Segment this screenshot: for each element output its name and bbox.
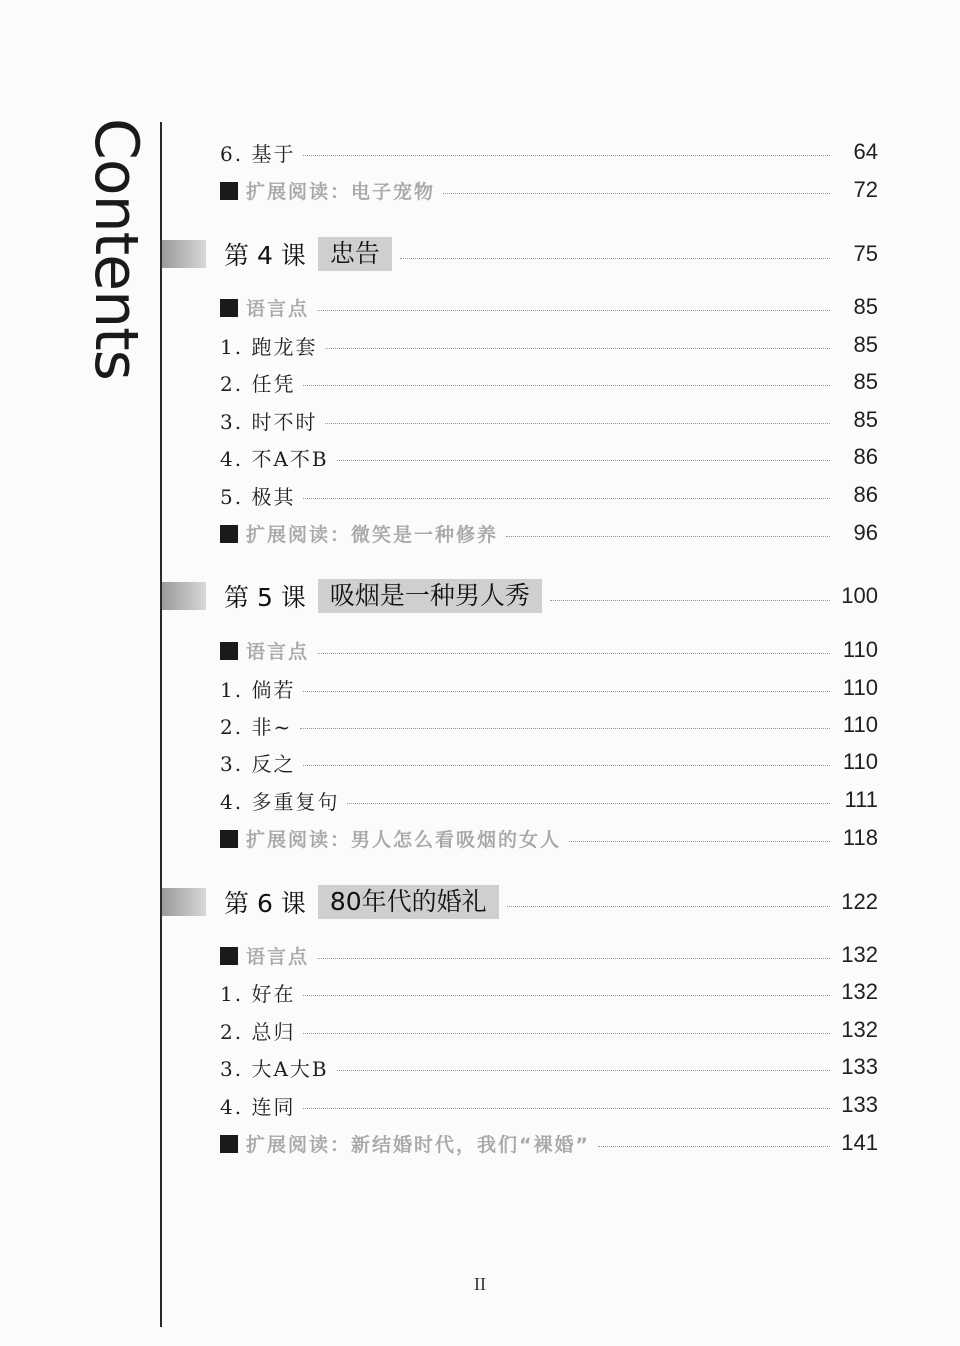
- toc-item: [220, 784, 878, 816]
- dot-leader: [303, 498, 830, 499]
- page-ref: 122: [841, 889, 878, 914]
- extended-reading-entry: [220, 174, 878, 206]
- square-bullet-icon: [220, 525, 238, 543]
- toc-item: [220, 746, 878, 778]
- entry-label: 2. 任凭: [220, 371, 296, 396]
- dot-leader: [598, 1146, 830, 1147]
- dot-leader: [303, 385, 830, 386]
- lesson-title: 忠告: [318, 237, 392, 271]
- vertical-divider: [160, 122, 162, 1327]
- entry-text: [220, 368, 295, 397]
- page-ref: 110: [842, 675, 878, 700]
- entry-label: 4. 多重复句: [220, 789, 340, 814]
- page-ref: 110: [842, 749, 878, 774]
- language-points-entry: [220, 939, 878, 971]
- entry-label: 1. 跑龙套: [220, 334, 318, 359]
- dot-leader: [317, 653, 830, 654]
- page-ref: 110: [842, 637, 878, 662]
- entry-label: 1. 好在: [220, 981, 296, 1006]
- lesson-number: 第 4 课: [224, 241, 306, 270]
- dot-leader: [303, 1033, 830, 1034]
- dot-leader: [303, 691, 830, 692]
- language-points-entry: [220, 291, 878, 323]
- entry-label: 扩展阅读：新结婚时代，我们“裸婚”: [246, 1133, 590, 1156]
- page-ref: 141: [841, 1130, 878, 1155]
- square-bullet-icon: [220, 182, 238, 200]
- extended-reading-entry: [220, 517, 878, 549]
- dot-leader: [303, 765, 830, 766]
- entry-label: 扩展阅读：微笑是一种修养: [246, 523, 499, 546]
- entry-label: 扩展阅读：男人怎么看吸烟的女人: [246, 828, 562, 851]
- entry-text: [220, 443, 329, 472]
- page-ref: 132: [841, 979, 878, 1004]
- dot-leader: [337, 460, 830, 461]
- lesson-heading: [162, 884, 878, 920]
- page-ref: 100: [841, 583, 878, 608]
- lesson-number: 第 6 课: [224, 889, 306, 918]
- entry-text: [220, 748, 295, 777]
- entry-label: 2. 非~: [220, 714, 293, 739]
- entry-label: 4. 连同: [220, 1094, 296, 1119]
- square-bullet-icon: [220, 299, 238, 317]
- page-ref: 86: [853, 444, 878, 469]
- entry-text: [220, 331, 317, 360]
- entry-label: 语言点: [246, 297, 310, 320]
- entry-label: 4. 不A不B: [220, 446, 329, 471]
- lesson-marker-bar: [162, 582, 206, 610]
- page-ref: 85: [853, 332, 878, 357]
- dot-leader: [400, 258, 830, 259]
- page-ref: 85: [853, 407, 878, 432]
- dot-leader: [443, 193, 830, 194]
- entry-text: [220, 520, 498, 547]
- dot-leader: [317, 310, 830, 311]
- dot-leader: [347, 803, 830, 804]
- entry-text: [220, 786, 339, 815]
- toc-item: [220, 441, 878, 473]
- entry-text: [220, 825, 561, 852]
- square-bullet-icon: [220, 830, 238, 848]
- entry-text: [220, 942, 309, 969]
- entry-text: [220, 1130, 590, 1157]
- page-ref: 132: [841, 1017, 878, 1042]
- page-ref: 85: [853, 369, 878, 394]
- lesson-marker-bar: [162, 240, 206, 268]
- page-ref: 86: [853, 482, 878, 507]
- page-ref: 118: [842, 825, 878, 850]
- entry-text: [220, 637, 309, 664]
- toc-item: [220, 1014, 878, 1046]
- entry-text: [220, 177, 435, 204]
- entry-text: [220, 1053, 329, 1082]
- language-points-entry: [220, 634, 878, 666]
- lesson-heading: [162, 578, 878, 614]
- entry-text: [220, 138, 295, 167]
- extended-reading-entry: [220, 822, 878, 854]
- toc-item: [220, 709, 878, 741]
- dot-leader: [317, 958, 830, 959]
- dot-leader: [550, 600, 830, 601]
- entry-text: [220, 978, 295, 1007]
- lesson-heading: [162, 236, 878, 272]
- entry-label: 语言点: [246, 945, 310, 968]
- entry-label: 5. 极其: [220, 484, 296, 509]
- page-ref: 133: [841, 1092, 878, 1117]
- contents-side-title: Contents: [81, 118, 151, 380]
- dot-leader: [303, 1108, 830, 1109]
- toc-item: [220, 329, 878, 361]
- entry-text: [220, 406, 317, 435]
- toc-item: [220, 479, 878, 511]
- toc-item: [220, 976, 878, 1008]
- page-ref: 132: [841, 942, 878, 967]
- entry-text: [220, 711, 292, 740]
- entry-text: [220, 294, 309, 321]
- page-ref: 64: [853, 139, 878, 164]
- lesson-marker-bar: [162, 888, 206, 916]
- page-ref: 133: [841, 1054, 878, 1079]
- entry-label: 扩展阅读：电子宠物: [246, 180, 436, 203]
- toc-item: [220, 404, 878, 436]
- toc-item: [220, 1051, 878, 1083]
- dot-leader: [325, 423, 830, 424]
- page-ref: 96: [853, 520, 878, 545]
- page-ref: 85: [853, 294, 878, 319]
- dot-leader: [507, 906, 830, 907]
- entry-text: [220, 1091, 295, 1120]
- page-ref: 110: [842, 712, 878, 737]
- square-bullet-icon: [220, 1135, 238, 1153]
- lesson-title: 吸烟是一种男人秀: [318, 579, 542, 613]
- toc-item: [220, 366, 878, 398]
- entry-label: 2. 总归: [220, 1019, 296, 1044]
- dot-leader: [569, 841, 830, 842]
- dot-leader: [506, 536, 830, 537]
- square-bullet-icon: [220, 947, 238, 965]
- toc-item: [220, 672, 878, 704]
- entry-label: 1. 倘若: [220, 677, 296, 702]
- square-bullet-icon: [220, 642, 238, 660]
- entry-label: 语言点: [246, 640, 310, 663]
- dot-leader: [303, 155, 830, 156]
- entry-text: [220, 481, 295, 510]
- dot-leader: [303, 995, 830, 996]
- lesson-number: 第 5 课: [224, 583, 306, 612]
- extended-reading-entry: [220, 1127, 878, 1159]
- page-number: II: [474, 1274, 486, 1294]
- page-ref: 72: [853, 177, 878, 202]
- toc-item: [220, 1089, 878, 1121]
- entry-label: 3. 反之: [220, 751, 296, 776]
- toc-item: [220, 136, 878, 168]
- page-ref: 75: [853, 241, 878, 266]
- entry-label: 3. 时不时: [220, 409, 318, 434]
- page-ref: 111: [844, 787, 878, 812]
- dot-leader: [325, 348, 830, 349]
- entry-label: 6. 基于: [220, 141, 296, 166]
- entry-text: [220, 674, 295, 703]
- dot-leader: [300, 728, 830, 729]
- dot-leader: [337, 1070, 830, 1071]
- entry-label: 3. 大A大B: [220, 1056, 329, 1081]
- lesson-title: 80年代的婚礼: [318, 885, 499, 919]
- entry-text: [220, 1016, 295, 1045]
